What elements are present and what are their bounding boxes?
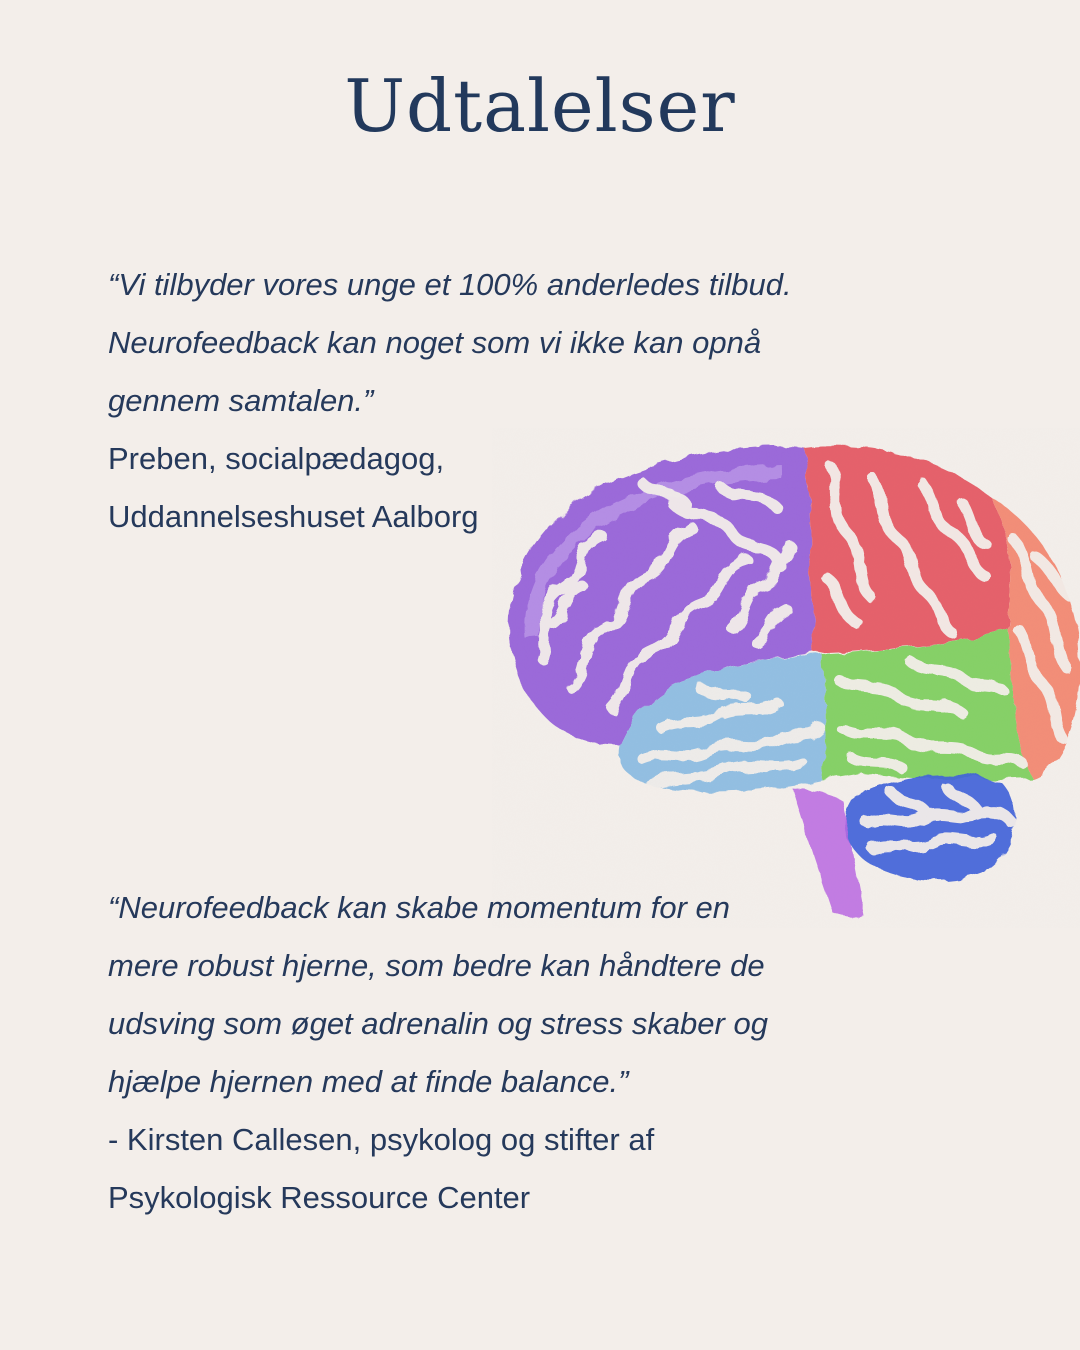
testimonial-2-quote-line-1: “Neurofeedback kan skabe momentum for en (108, 890, 731, 925)
page-title: Udtalelser (344, 64, 736, 148)
testimonial-2 (108, 879, 868, 1227)
testimonial-1-attribution-line-2: Uddannelseshuset Aalborg (108, 499, 479, 534)
testimonial-1-quote-line-2: Neurofeedback kan noget som vi ikke kan opnå (108, 325, 762, 360)
testimonial-2-quote-line-4: hjælpe hjernen med at finde balance.” (108, 1064, 629, 1099)
testimonial-1-quote-line-3: gennem samtalen.” (108, 383, 374, 418)
testimonial-2-attribution-line-1: - Kirsten Callesen, psykolog og stifter af (108, 1122, 655, 1157)
testimonial-1-quote-line-1: “Vi tilbyder vores unge et 100% anderledes tilbud. (108, 267, 792, 302)
testimonial-2-attribution-line-2: Psykologisk Ressource Center (108, 1180, 531, 1215)
testimonial-2-quote-line-3: udsving som øget adrenalin og stress skaber og (108, 1006, 768, 1041)
watercolor-brain-icon (492, 428, 1080, 928)
testimonial-1-attribution-line-1: Preben, socialpædagog, (108, 441, 445, 476)
testimonial-2-quote-line-2: mere robust hjerne, som bedre kan håndtere de (108, 948, 765, 983)
